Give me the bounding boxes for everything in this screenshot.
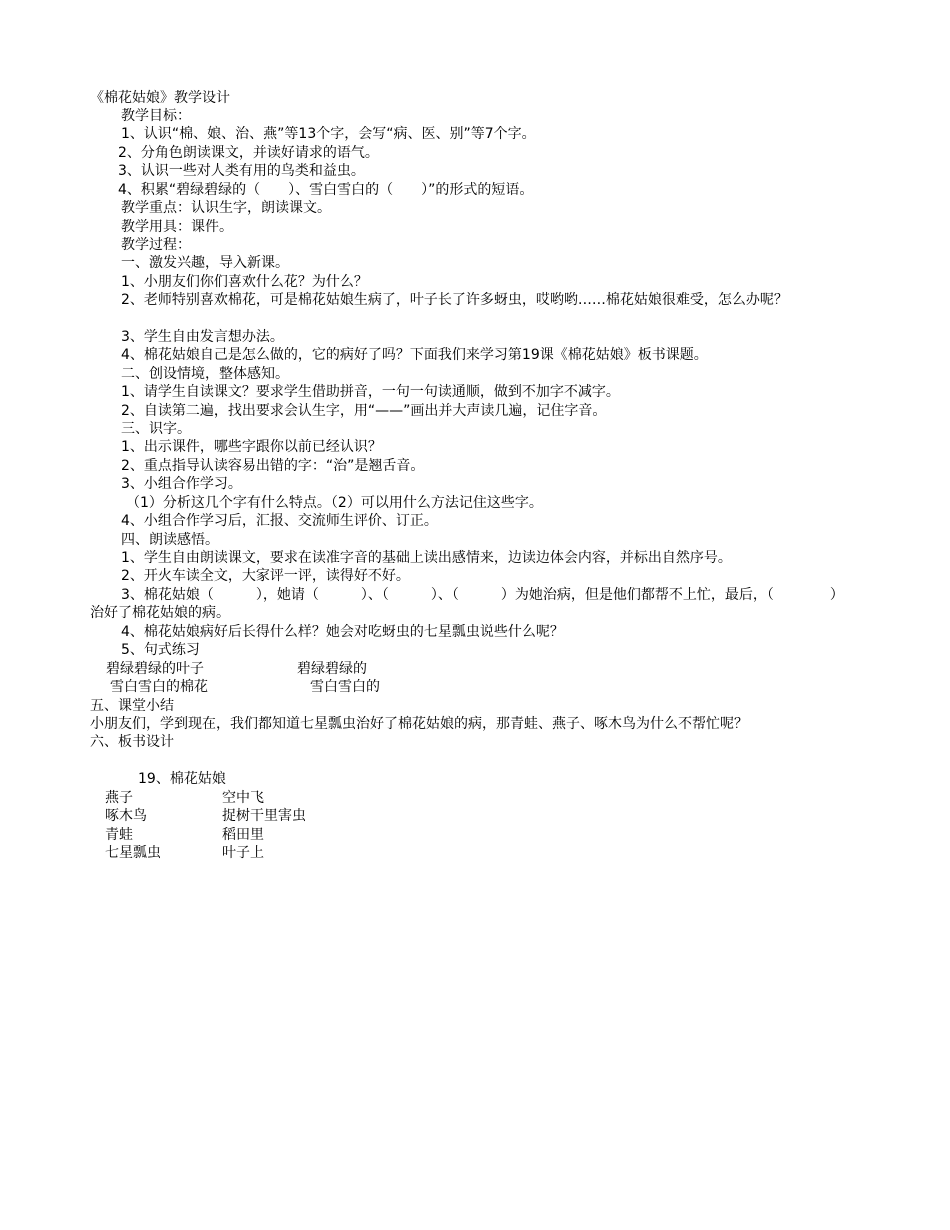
paragraph: 5、句式练习 — [121, 642, 200, 658]
paragraph: 3、小组合作学习。 — [121, 476, 242, 492]
paragraph: 1、请学生自读课文？要求学生借助拼音，一句一句读通顺，做到不加字不减字。 — [121, 384, 620, 400]
paragraph: 教学重点：认识生字，朗读课文。 — [121, 200, 331, 216]
paragraph: 2、老师特别喜欢棉花，可是棉花姑娘生病了，叶子长了许多蚜虫，哎哟哟……棉花姑娘很难受，怎么办呢？ — [121, 292, 788, 308]
paragraph: 3、学生自由发言想办法。 — [121, 329, 284, 345]
paragraph: 4、棉花姑娘病好后长得什么样？她会对吃蚜虫的七星瓢虫说些什么呢？ — [121, 624, 564, 640]
paragraph: 3、棉花姑娘（ ），她请（ ）、（ ）、（ ）为她治病，但是他们都帮不上忙，最后，（ ）治好了棉花姑娘的病。 — [90, 587, 844, 621]
paragraph: 2、开火车读全文，大家评一评，读得好不好。 — [121, 568, 410, 584]
section-heading: 五、课堂小结 — [90, 698, 174, 714]
paragraph: 4、小组合作学习后，汇报、交流师生评价、订正。 — [121, 513, 438, 529]
paragraph: 2、分角色朗读课文，并读好请求的语气。 — [118, 145, 379, 161]
paragraph: 教学用具：课件。 — [121, 219, 233, 235]
phrase-exercise: 雪白雪白的 — [310, 679, 380, 695]
paragraph: 1、小朋友们你们喜欢什么花？为什么？ — [121, 274, 368, 290]
board-cell: 啄木鸟 — [105, 808, 147, 824]
phrase-example: 碧绿碧绿的叶子 — [106, 661, 204, 677]
board-cell: 捉树干里害虫 — [222, 808, 306, 824]
paragraph: 2、重点指导认读容易出错的字：“治”是翘舌音。 — [121, 458, 425, 474]
section-heading: 二、创设情境，整体感知。 — [121, 366, 289, 382]
paragraph: （1）分析这几个字有什么特点。（2）可以用什么方法记住这些字。 — [126, 495, 543, 511]
paragraph: 教学过程： — [121, 237, 191, 253]
phrase-example: 雪白雪白的棉花 — [110, 679, 208, 695]
phrase-exercise: 碧绿碧绿的 — [297, 661, 367, 677]
paragraph: 教学目标： — [121, 108, 191, 124]
board-title: 19、棉花姑娘 — [138, 771, 226, 787]
board-cell: 燕子 — [105, 790, 133, 806]
section-heading: 六、板书设计 — [90, 734, 174, 750]
doc-title: 《棉花姑娘》教学设计 — [90, 90, 230, 106]
paragraph: 4、棉花姑娘自己是怎么做的，它的病好了吗？下面我们来学习第19课《棉花姑娘》板书课题。 — [121, 347, 708, 363]
paragraph: 小朋友们，学到现在，我们都知道七星瓢虫治好了棉花姑娘的病，那青蛙、燕子、啄木鸟为什么不帮忙呢？ — [90, 716, 748, 732]
paragraph: 2、自读第二遍，找出要求会认生字，用“——”画出并大声读几遍，记住字音。 — [121, 403, 607, 419]
paragraph: 1、认识“棉、娘、治、燕”等13个字，会写“病、医、别”等7个字。 — [121, 126, 536, 142]
board-cell: 叶子上 — [222, 845, 264, 861]
paragraph: 3、认识一些对人类有用的鸟类和益虫。 — [118, 163, 365, 179]
board-cell: 青蛙 — [105, 827, 133, 843]
board-cell: 空中飞 — [222, 790, 264, 806]
section-heading: 一、激发兴趣，导入新课。 — [121, 255, 289, 271]
section-heading: 四、朗读感悟。 — [121, 532, 219, 548]
section-heading: 三、识字。 — [121, 421, 191, 437]
paragraph: 1、出示课件，哪些字跟你以前已经认识？ — [121, 439, 382, 455]
board-cell: 稻田里 — [222, 827, 264, 843]
paragraph: 1、学生自由朗读课文，要求在读准字音的基础上读出感情来，边读边体会内容，并标出自然序号。 — [121, 550, 732, 566]
board-cell: 七星瓢虫 — [105, 845, 161, 861]
paragraph: 4、积累“碧绿碧绿的（ ）、雪白雪白的（ ）”的形式的短语。 — [118, 182, 534, 198]
